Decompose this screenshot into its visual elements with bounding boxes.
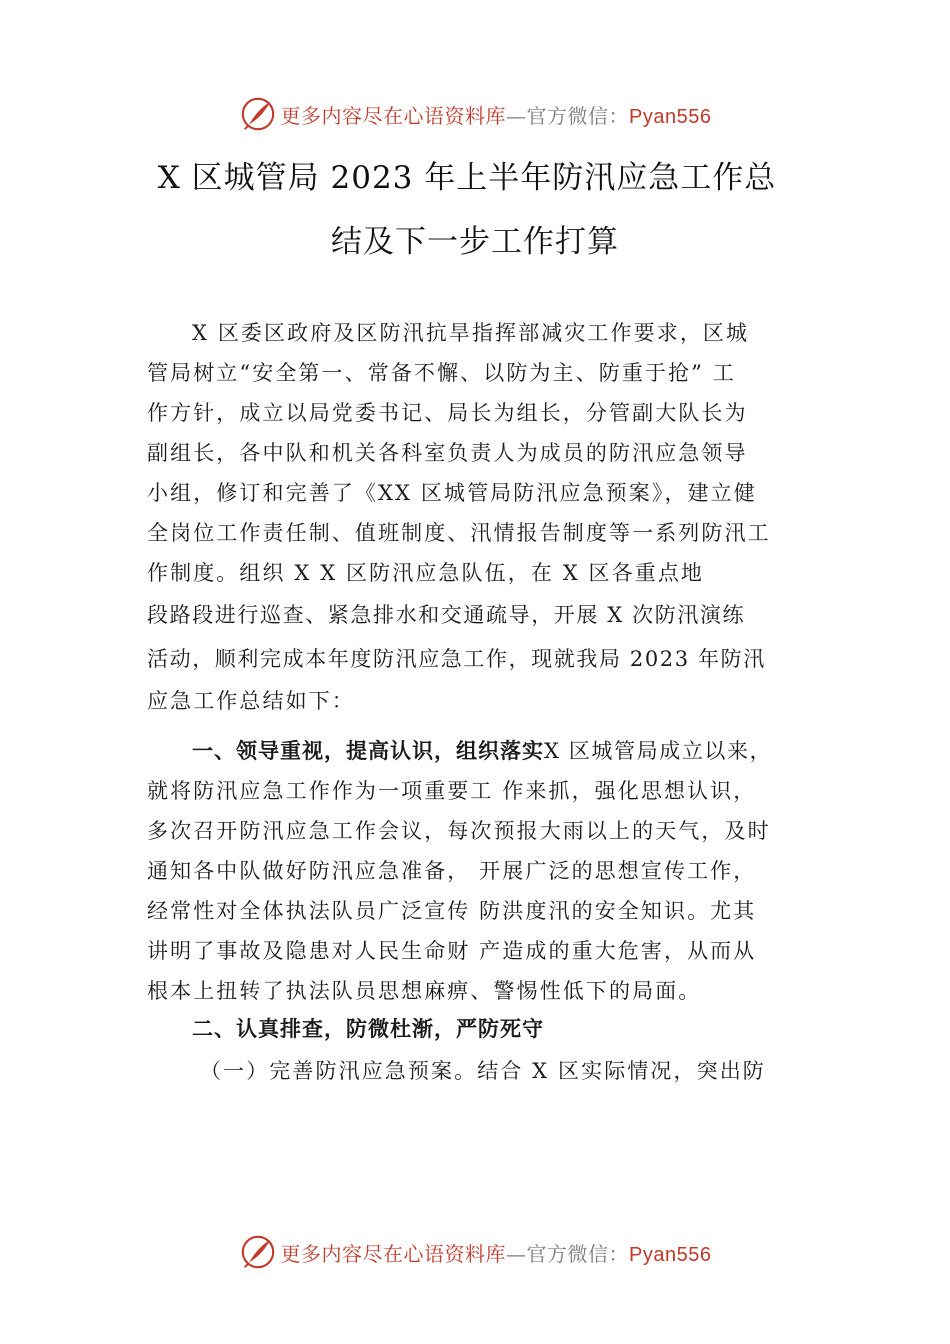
document-title-line2: 结及下一步工作打算 — [331, 224, 619, 260]
intro-line: 作方针，成立以局党委书记、局长为组长，分管副大队长为 — [147, 401, 748, 425]
quill-logo-icon — [239, 95, 277, 133]
section1-heading-tail: X 区城管局成立以来， — [544, 739, 773, 763]
section1-line: 多次召开防汛应急工作会议，每次预报大雨以上的天气，及时 — [147, 819, 771, 843]
section1-line: 根本上扭转了执法队员思想麻痹、警惕性低下的局面。 — [147, 979, 702, 1003]
watermark-header — [0, 95, 950, 133]
section1-first-line — [192, 735, 772, 765]
intro-line: 副组长，各中队和机关各科室负责人为成员的防汛应急领导 — [147, 441, 748, 465]
watermark-id: Pyan556 — [629, 105, 712, 128]
section1-heading: 一、领导重视，提高认识，组织落实 — [192, 738, 544, 763]
intro-line: 小组，修订和完善了《XX 区城管局防汛应急预案》，建立健 — [147, 481, 757, 505]
intro-line: 全岗位工作责任制、值班制度、汛情报告制度等一系列防汛工 — [147, 521, 771, 545]
section1-line: 经常性对全体执法队员广泛宣传 防洪度汛的安全知识。尤其 — [147, 899, 757, 923]
quill-logo-icon — [239, 1233, 277, 1271]
watermark-main: 更多内容尽在心语资料库 — [280, 103, 507, 128]
watermark-text — [281, 1238, 712, 1267]
document-title-line1: X 区城管局 2023 年上半年防汛应急工作总 — [157, 160, 777, 196]
section2-sub1: （一）完善防汛应急预案。结合 X 区实际情况，突出防 — [200, 1059, 766, 1083]
section2-heading: 二、认真排查，防微杜渐，严防死守 — [192, 1016, 544, 1041]
intro-line: 作制度。组织 X X 区防汛应急队伍，在 X 区各重点地 — [147, 561, 705, 585]
watermark-label: 官方微信： — [526, 1241, 630, 1266]
watermark-sep: — — [506, 1241, 527, 1266]
watermark-text — [281, 100, 712, 129]
watermark-sep: — — [506, 103, 527, 128]
intro-line: 段路段进行巡查、紧急排水和交通疏导，开展 X 次防汛演练 — [147, 603, 746, 627]
intro-line: 应急工作总结如下： — [147, 689, 355, 713]
section1-line: 就将防汛应急工作作为一项重要工 作来抓，强化思想认识， — [147, 779, 757, 803]
watermark-footer — [0, 1233, 950, 1271]
watermark-main: 更多内容尽在心语资料库 — [280, 1241, 507, 1266]
section1-line: 通知各中队做好防汛应急准备， 开展广泛的思想宣传工作， — [147, 859, 757, 883]
intro-line: 管局树立“安全第一、常备不懈、以防为主、防重于抢” 工 — [147, 361, 736, 385]
intro-line: 活动，顺利完成本年度防汛应急工作，现就我局 2023 年防汛 — [147, 647, 766, 671]
section1-line: 讲明了事故及隐患对人民生命财 产造成的重大危害，从而从 — [147, 939, 757, 963]
intro-line: X 区委区政府及区防汛抗旱指挥部减灾工作要求，区城 — [192, 321, 750, 345]
watermark-label: 官方微信： — [526, 103, 630, 128]
watermark-id: Pyan556 — [629, 1243, 712, 1266]
